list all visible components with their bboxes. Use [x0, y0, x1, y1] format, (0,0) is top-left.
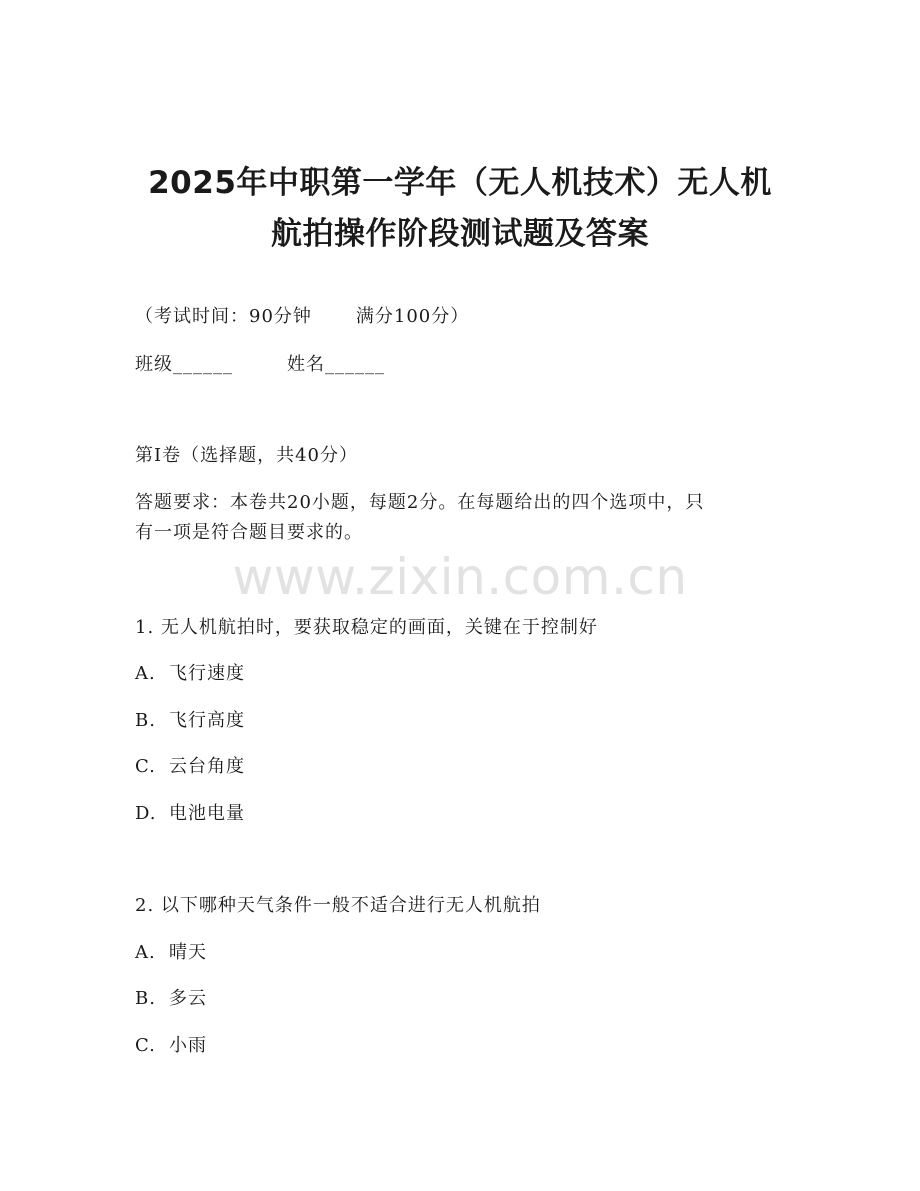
question-2-stem: 2. 以下哪种天气条件一般不适合进行无人机航拍: [135, 895, 541, 916]
section-heading: 第I卷（选择题，共40分）: [135, 445, 359, 466]
section-instructions-line-1: 答题要求：本卷共20小题，每题2分。在每题给出的四个选项中，只: [135, 492, 705, 513]
question-2-option-c: [135, 1031, 207, 1057]
question-1-option-a: [135, 659, 245, 685]
exam-time: （考试时间：90分钟: [135, 306, 312, 327]
document-title-line-2: 航拍操作阶段测试题及答案: [271, 216, 649, 252]
name-field: 姓名______: [287, 354, 385, 375]
question-1-option-d: [135, 799, 245, 825]
option-text: 飞行速度: [169, 663, 245, 684]
option-label: B.: [135, 988, 156, 1009]
exam-info: [135, 302, 469, 328]
option-text: 电池电量: [169, 803, 245, 824]
question-1-option-b: [135, 706, 245, 732]
option-label: B.: [135, 710, 156, 731]
class-field: 班级______: [135, 354, 233, 375]
question-2-option-b: [135, 984, 207, 1010]
option-text: 多云: [169, 988, 207, 1009]
option-text: 晴天: [169, 942, 207, 963]
section-instructions-line-2: 有一项是符合题目要求的。: [135, 522, 363, 543]
document-title-line-1: 2025年中职第一学年（无人机技术）无人机: [148, 165, 772, 201]
option-label: A.: [135, 663, 156, 684]
option-label: D.: [135, 803, 157, 824]
question-1-stem: 1. 无人机航拍时，要获取稳定的画面，关键在于控制好: [135, 617, 598, 638]
option-label: A.: [135, 942, 156, 963]
option-text: 飞行高度: [169, 710, 245, 731]
question-2-option-a: [135, 938, 207, 964]
question-1-option-c: [135, 752, 245, 778]
watermark: www.zixin.com.cn: [232, 548, 688, 606]
exam-full-score: 满分100分）: [355, 306, 470, 327]
option-label: C.: [135, 756, 156, 777]
option-text: 小雨: [169, 1035, 207, 1056]
student-fields: [135, 350, 385, 376]
option-text: 云台角度: [169, 756, 245, 777]
option-label: C.: [135, 1035, 156, 1056]
